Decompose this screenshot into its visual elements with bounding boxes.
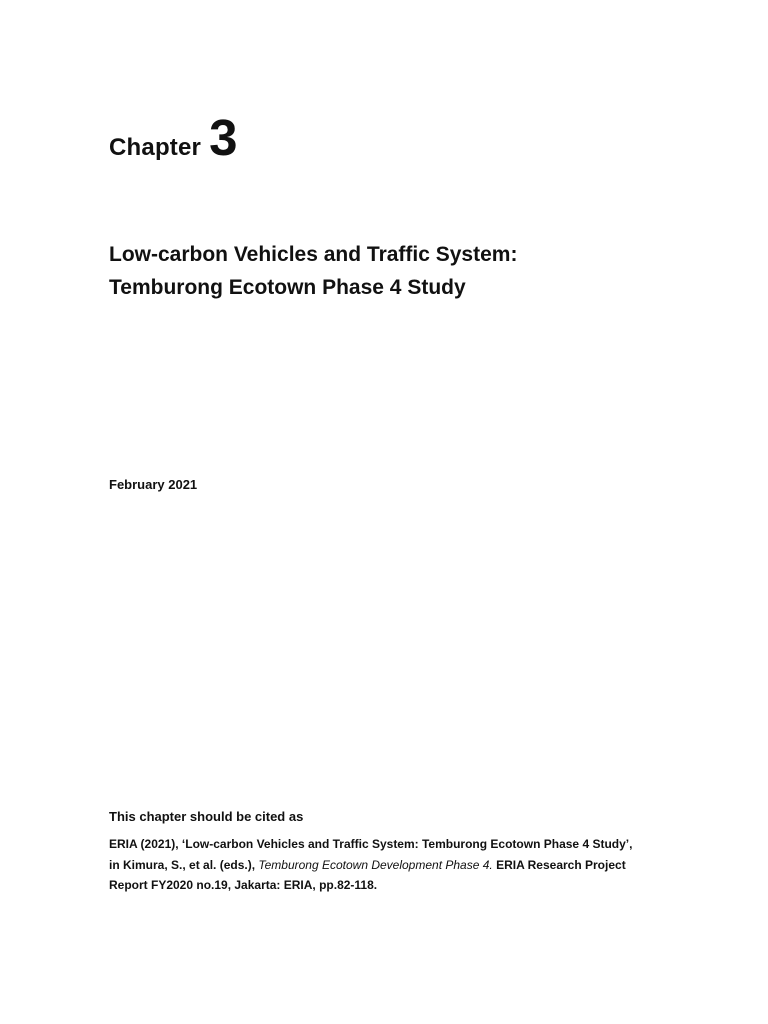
publication-date: February 2021	[109, 477, 198, 492]
chapter-label: Chapter	[109, 134, 202, 161]
citation-line-2-prefix: in Kimura, S., et al. (eds.),	[109, 857, 259, 872]
citation-book-title: Temburong Ecotown Development Phase 4.	[258, 857, 493, 872]
citation-line-2-suffix: ERIA Research Project	[492, 857, 626, 872]
chapter-number: 3	[209, 109, 238, 166]
citation-text	[109, 834, 669, 896]
chapter-title	[109, 238, 669, 304]
citation-heading: This chapter should be cited as	[109, 809, 304, 824]
chapter-heading	[109, 109, 238, 166]
citation-line-1: ERIA (2021), ‘Low-carbon Vehicles and Traffic System: Temburong Ecotown Phase 4 Study’,	[109, 837, 633, 851]
citation-line-2	[109, 855, 669, 876]
chapter-title-line-1: Low-carbon Vehicles and Traffic System:	[109, 243, 518, 266]
chapter-title-line-2: Temburong Ecotown Phase 4 Study	[109, 276, 466, 299]
citation-line-3: Report FY2020 no.19, Jakarta: ERIA, pp.82-118.	[109, 878, 378, 892]
